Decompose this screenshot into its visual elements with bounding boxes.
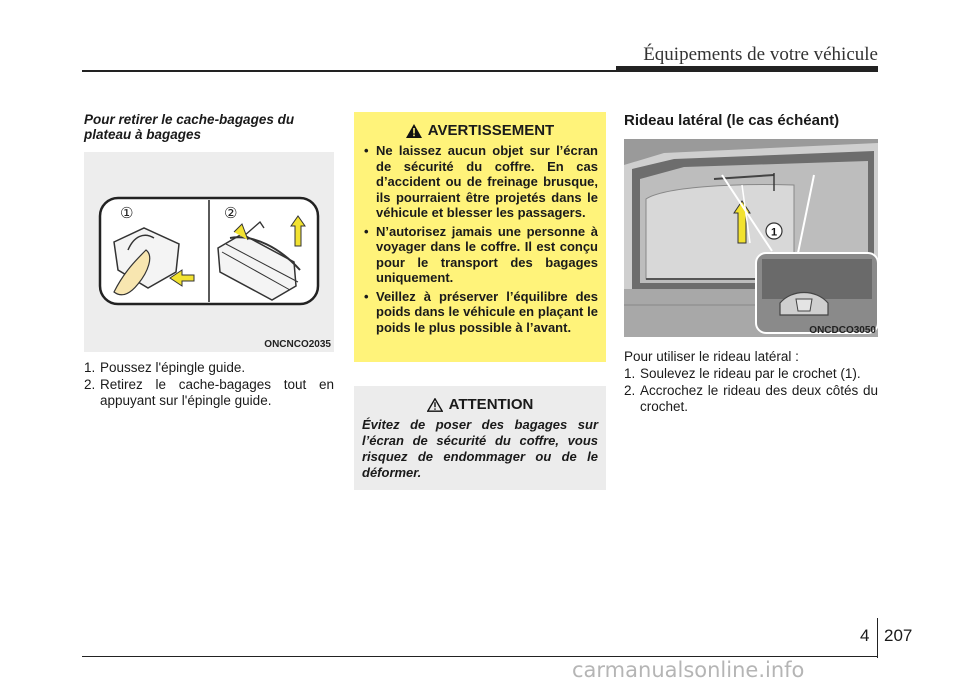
list-item: • N’autorisez jamais une personne à voyager dans le coffre. Il est conçu pour le transport des bagages uniquement. bbox=[362, 224, 598, 286]
list-item: 2. Accrochez le rideau des deux côtés du crochet. bbox=[624, 383, 878, 414]
page-header-title: Équipements de votre véhicule bbox=[643, 44, 878, 65]
callout-2: ② bbox=[224, 204, 238, 222]
figure-code: ONCDCO3050 bbox=[809, 325, 876, 336]
footer-rule bbox=[82, 656, 878, 657]
list-item: 1. Poussez l'épingle guide. bbox=[84, 360, 246, 375]
cargo-cover-figure bbox=[84, 152, 334, 352]
section-title: Rideau latéral (le cas échéant) bbox=[624, 112, 840, 129]
attention-box bbox=[354, 386, 606, 490]
attention-text: Évitez de poser des bagages sur l’écran de sécurité du coffre, vous risquez de endommager ou de le déformer. bbox=[362, 417, 598, 480]
caution-icon bbox=[427, 398, 443, 412]
attention-title: ATTENTION bbox=[448, 396, 534, 413]
right-column bbox=[624, 112, 878, 416]
page-number: 207 bbox=[884, 626, 913, 645]
list-item: • Veillez à préserver l’équilibre des poids dans le véhicule en plaçant le poids le plus possible à l’avant. bbox=[362, 289, 598, 336]
chapter-number: 4 bbox=[860, 626, 870, 645]
left-subtitle: Pour retirer le cache-bagages du plateau à bagages bbox=[84, 112, 295, 142]
warning-title-row bbox=[362, 122, 598, 139]
page-number-divider bbox=[877, 618, 878, 658]
callout-1: ① bbox=[120, 204, 134, 222]
left-column bbox=[84, 112, 334, 410]
list-item: • Ne laissez aucun objet sur l’écran de sécurité du coffre. En cas d’accident ou de freinage brusque, ils pourraient être projetés dans le véhicule et blesser les passagers. bbox=[362, 143, 598, 221]
left-steps bbox=[84, 360, 334, 409]
cargo-cover-illustration bbox=[84, 152, 334, 352]
right-steps bbox=[624, 366, 878, 415]
figure-code: ONCNCO2035 bbox=[264, 339, 331, 350]
curtain-intro: Pour utiliser le rideau latéral : bbox=[624, 349, 799, 364]
attention-title-row bbox=[362, 396, 598, 413]
middle-column bbox=[354, 112, 606, 490]
warning-icon bbox=[406, 124, 422, 138]
header-rule-accent bbox=[616, 66, 878, 72]
warning-list bbox=[362, 143, 598, 335]
list-item: 2. Retirez le cache-bagages tout en appuyant sur l'épingle guide. bbox=[84, 377, 334, 408]
list-item: 1. Soulevez le rideau par le crochet (1). bbox=[624, 366, 861, 381]
side-curtain-figure bbox=[624, 139, 878, 337]
watermark: carmanualsonline.info bbox=[572, 658, 805, 682]
side-curtain-illustration bbox=[624, 139, 878, 337]
warning-box bbox=[354, 112, 606, 362]
callout-1: 1 bbox=[770, 226, 778, 239]
warning-title: AVERTISSEMENT bbox=[427, 122, 555, 139]
